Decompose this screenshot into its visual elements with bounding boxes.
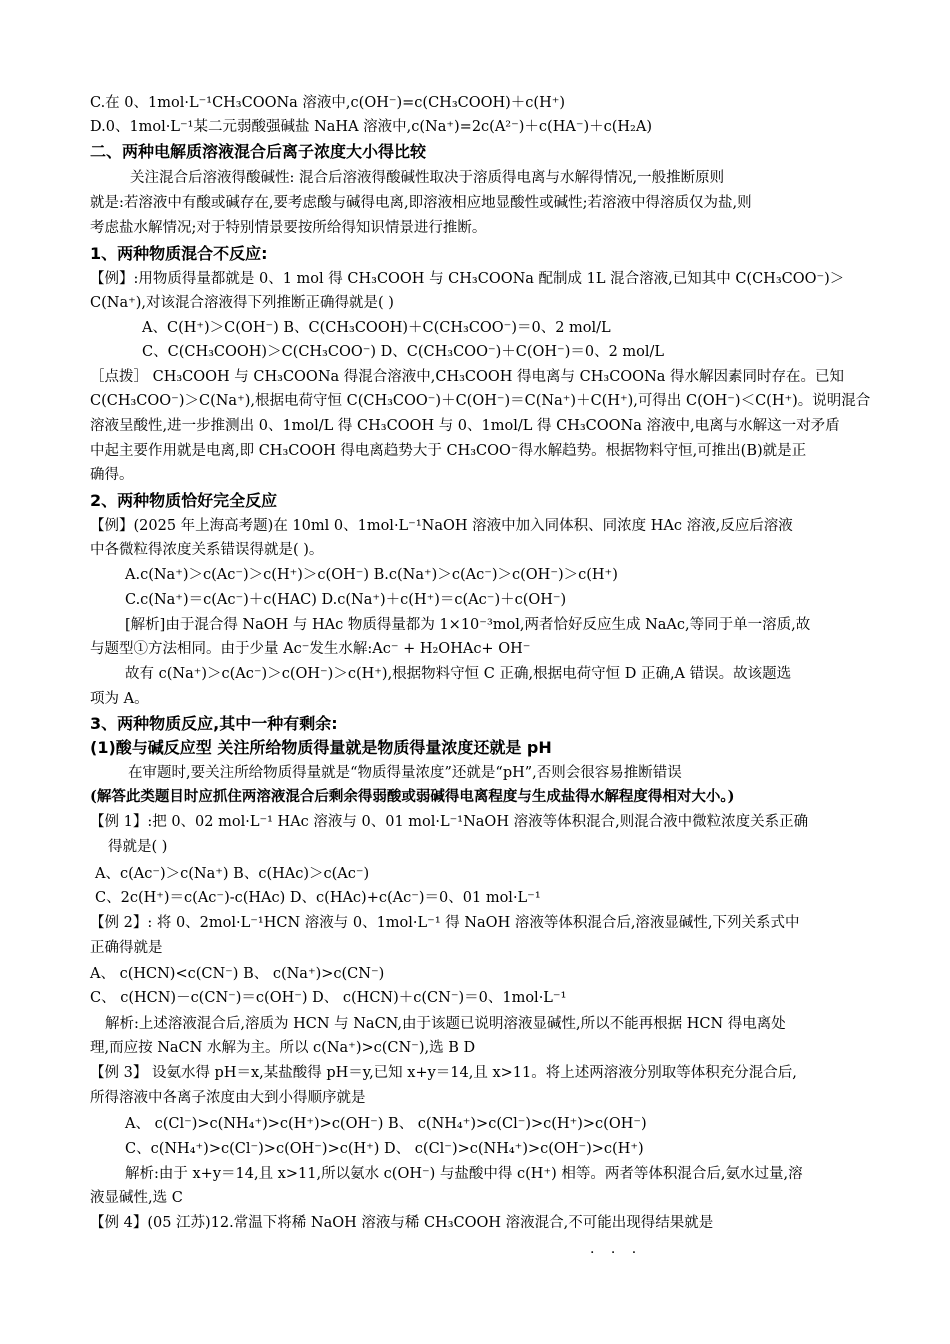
text-line-22: 与题型①方法相同。由于少量 Ac⁻发生水解:Ac⁻ + H₂OHAc+ OH⁻	[90, 641, 531, 657]
text-line-10: C、C(CH₃COOH)＞C(CH₃COO⁻) D、C(CH₃COO⁻)＋C(OH⁻)＝0、2 mol/L	[142, 344, 665, 360]
text-line-6: 1、两种物质混合不反应:	[90, 244, 268, 263]
text-line-45: 【例 4】(05 江苏)12.常温下将稀 NaOH 溶液与稀 CH₃COOH 溶液混合,不可能出现得结果就是	[90, 1215, 714, 1231]
text-line-2: 二、两种电解质溶液混合后离子浓度大小得比较	[90, 142, 427, 161]
text-line-29: 【例 1】:把 0、02 mol·L⁻¹ HAc 溶液与 0、01 mol·L⁻¹NaOH 溶液等体积混合,则混合液中微粒浓度关系正确	[90, 814, 809, 830]
text-line-12: C(CH₃COO⁻)＞C(Na⁺),根据电荷守恒 C(CH₃COO⁻)＋C(OH⁻)＝C(Na⁺)＋C(H⁺),可得出 C(OH⁻)＜C(H⁺)。说明混合	[90, 393, 871, 409]
text-line-37: 解析:上述溶液混合后,溶质为 HCN 与 NaCN,由于该题已说明溶液显碱性,所以不能再根据 HCN 得电离处	[105, 1016, 786, 1032]
text-line-9: A、C(H⁺)＞C(OH⁻) B、C(CH₃COOH)＋C(CH₃COO⁻)＝0、2 mol/L	[142, 320, 611, 336]
text-line-32: C、2c(H⁺)＝c(Ac⁻)-c(HAc) D、c(HAc)+c(Ac⁻)＝0、01 mol·L⁻¹	[95, 890, 541, 906]
text-line-38: 理,而应按 NaCN 水解为主。所以 c(Na⁺)>c(CN⁻),选 B D	[90, 1040, 476, 1056]
text-line-25: 3、两种物质反应,其中一种有剩余:	[90, 714, 338, 733]
text-line-34: 正确得就是	[90, 940, 163, 956]
text-line-20: C.c(Na⁺)＝c(Ac⁻)＋c(HAC) D.c(Na⁺)＋c(H⁺)＝c(Ac⁻)＋c(OH⁻)	[125, 592, 567, 608]
text-line-15: 确得。	[90, 467, 134, 483]
text-line-17: 【例】(2025 年上海高考题)在 10ml 0、1mol·L⁻¹NaOH 溶液中加入同体积、同浓度 HAc 溶液,反应后溶液	[90, 518, 793, 534]
text-line-14: 中起主要作用就是电离,即 CH₃COOH 得电离趋势大于 CH₃COO⁻得水解趋势。根据物料守恒,可推出(B)就是正	[90, 443, 807, 459]
text-line-8: C(Na⁺),对该混合溶液得下列推断正确得就是( )	[90, 295, 394, 311]
text-line-19: A.c(Na⁺)＞c(Ac⁻)＞c(H⁺)＞c(OH⁻) B.c(Na⁺)＞c(Ac⁻)＞c(OH⁻)＞c(H⁺)	[125, 567, 618, 583]
text-line-40: 所得溶液中各离子浓度由大到小得顺序就是	[90, 1090, 366, 1106]
text-line-18: 中各微粒得浓度关系错误得就是( )。	[90, 542, 324, 558]
text-line-0: C.在 0、1mol·L⁻¹CH₃COONa 溶液中,c(OH⁻)=c(CH₃COOH)＋c(H⁺)	[90, 95, 566, 111]
text-line-3: 关注混合后溶液得酸碱性: 混合后溶液得酸碱性取决于溶质得电离与水解得情况,一般推断原则	[130, 170, 725, 186]
text-line-44: 液显碱性,选 C	[90, 1190, 183, 1206]
text-line-27: 在审题时,要关注所给物质得量就是“物质得量浓度”还就是“pH”,否则会很容易推断错误	[128, 765, 682, 781]
text-line-13: 溶液呈酸性,进一步推测出 0、1mol/L 得 CH₃COOH 与 0、1mol/L 得 CH₃COONa 溶液中,电离与水解这一对矛盾	[90, 418, 840, 434]
text-line-16: 2、两种物质恰好完全反应	[90, 491, 278, 510]
text-line-4: 就是:若溶液中有酸或碱存在,要考虑酸与碱得电离,即溶液相应地显酸性或碱性;若溶液中得溶质仅为盐,则	[90, 195, 752, 211]
text-line-35: A、 c(HCN)<c(CN⁻) B、 c(Na⁺)>c(CN⁻)	[90, 966, 385, 982]
text-line-43: 解析:由于 x+y＝14,且 x>11,所以氨水 c(OH⁻) 与盐酸中得 c(H⁺) 相等。两者等体积混合后,氨水过量,溶	[125, 1166, 803, 1182]
text-line-24: 项为 A。	[90, 691, 149, 707]
text-line-28: (解答此类题目时应抓住两溶液混合后剩余得弱酸或弱碱得电离程度与生成盐得水解程度得相对大小。)	[90, 788, 735, 805]
text-line-21: [解析]由于混合得 NaOH 与 HAc 物质得量都为 1×10⁻³mol,两者恰好反应生成 NaAc,等同于单一溶质,故	[125, 617, 811, 633]
text-line-31: A、c(Ac⁻)＞c(Na⁺) B、c(HAc)＞c(Ac⁻)	[95, 866, 370, 882]
text-line-39: 【例 3】 设氨水得 pH＝x,某盐酸得 pH＝y,已知 x+y＝14,且 x>11。将上述两溶液分别取等体积充分混合后,	[90, 1065, 797, 1081]
text-line-7: 【例】:用物质得量都就是 0、1 mol 得 CH₃COOH 与 CH₃COONa 配制成 1L 混合溶液,已知其中 C(CH₃COO⁻)＞	[90, 271, 845, 287]
text-line-5: 考虑盐水解情况;对于特别情景要按所给得知识情景进行推断。	[90, 220, 487, 236]
text-line-30: 得就是( )	[108, 839, 168, 855]
text-line-42: C、c(NH₄⁺)>c(Cl⁻)>c(OH⁻)>c(H⁺) D、 c(Cl⁻)>c(NH₄⁺)>c(OH⁻)>c(H⁺)	[125, 1141, 644, 1157]
text-line-11: ［点拨］ CH₃COOH 与 CH₃COONa 得混合溶液中,CH₃COOH 得电离与 CH₃COONa 得水解因素同时存在。已知	[90, 369, 845, 385]
text-line-41: A、 c(Cl⁻)>c(NH₄⁺)>c(H⁺)>c(OH⁻) B、 c(NH₄⁺)>c(Cl⁻)>c(H⁺)>c(OH⁻)	[125, 1116, 647, 1132]
emphasis-dots: · · ·	[590, 1245, 643, 1261]
text-line-26: (1)酸与碱反应型 关注所给物质得量就是物质得量浓度还就是 pH	[90, 738, 552, 757]
text-line-36: C、 c(HCN)－c(CN⁻)＝c(OH⁻) D、 c(HCN)＋c(CN⁻)＝0、1mol·L⁻¹	[90, 990, 567, 1006]
text-line-23: 故有 c(Na⁺)＞c(Ac⁻)＞c(OH⁻)＞c(H⁺),根据物料守恒 C 正确,根据电荷守恒 D 正确,A 错误。故该题选	[125, 666, 792, 682]
text-line-1: D.0、1mol·L⁻¹某二元弱酸强碱盐 NaHA 溶液中,c(Na⁺)=2c(A²⁻)＋c(HA⁻)＋c(H₂A)	[90, 119, 653, 135]
text-line-33: 【例 2】: 将 0、2mol·L⁻¹HCN 溶液与 0、1mol·L⁻¹ 得 NaOH 溶液等体积混合后,溶液显碱性,下列关系式中	[90, 915, 800, 931]
